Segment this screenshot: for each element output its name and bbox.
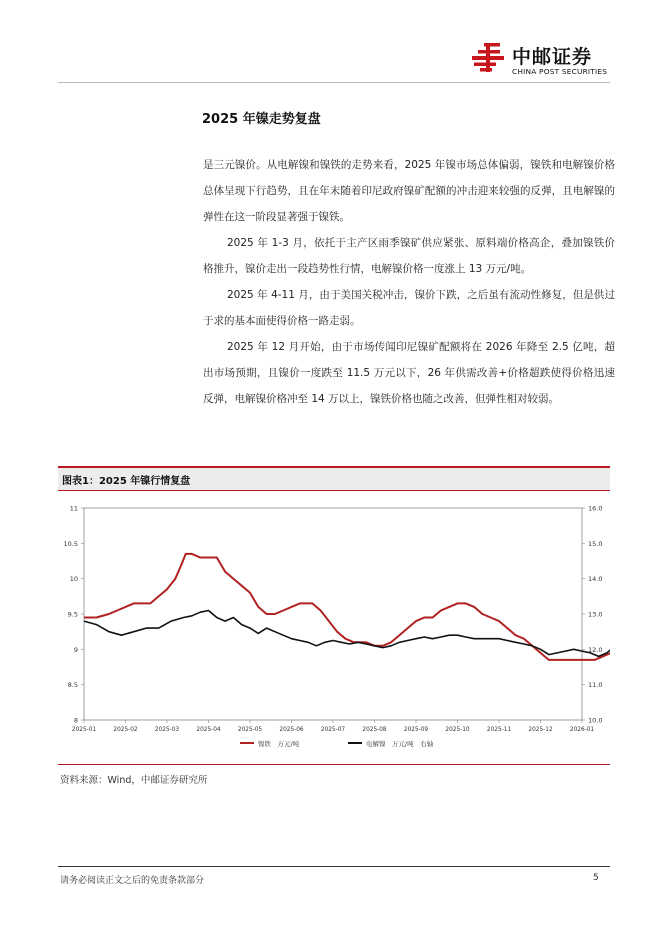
page-number: 5 <box>593 873 599 883</box>
legend-label: 镍铁 万元/吨 <box>258 740 300 748</box>
x-tick-label: 2025-09 <box>403 727 429 733</box>
y-left-tick-label: 10.5 <box>63 539 78 548</box>
paragraph-q1: 2025 年 1-3 月，依托于主产区雨季镍矿供应紧张、原料端价格高企，叠加镍铁价格推升，镍价走出一段趋势性行情，电解镍价格一度涨上 13 万元/吨。 <box>203 237 615 275</box>
y-right-tick-label: 12.0 <box>588 645 603 654</box>
y-left-tick-label: 10 <box>69 575 78 584</box>
figure-source: 资料来源：Wind，中邮证券研究所 <box>60 775 208 786</box>
company-logo <box>470 40 630 80</box>
footer-divider <box>58 866 610 867</box>
x-tick-label: 2025-02 <box>113 727 138 733</box>
x-tick-label: 2025-10 <box>445 727 470 733</box>
source-divider <box>58 764 610 765</box>
x-tick-label: 2026-01 <box>569 727 595 733</box>
logo-en-text: CHINA POST SECURITIES <box>512 67 608 76</box>
footer-disclaimer: 请务必阅读正文之后的免责条款部分 <box>60 876 205 886</box>
y-right-tick-label: 10.0 <box>588 716 603 725</box>
y-right-tick-label: 16.0 <box>588 504 603 513</box>
x-tick-label: 2025-05 <box>237 727 263 733</box>
paragraph-dec: 2025 年 12 月开始，由于市场传闻印尼镍矿配额将在 2026 年降至 2.5 亿吨，超出市场预期，且镍价一度跌至 11.5 万元以下，26 年供需改善+价格超跌使得价格迅速反弹，电解镍价格冲至 14 万以上，镍铁价格也随之改善，但弹性相对较弱。 <box>203 341 615 405</box>
x-tick-label: 2025-11 <box>486 727 512 733</box>
header-divider <box>58 82 610 83</box>
x-tick-label: 2025-07 <box>320 727 346 733</box>
x-tick-label: 2025-03 <box>154 727 180 733</box>
figure-header <box>58 466 610 491</box>
y-left-tick-label: 9.5 <box>67 610 78 619</box>
legend-label: 电解镍 万元/吨 右轴 <box>366 740 434 748</box>
section-title: 2025 年镍走势复盘 <box>202 112 321 127</box>
figure-title: 图表1：2025 年镍行情复盘 <box>62 476 191 487</box>
x-tick-label: 2025-04 <box>196 727 221 733</box>
x-tick-label: 2025-12 <box>528 727 553 733</box>
china-post-logo-icon <box>470 40 506 76</box>
logo-cn-text: 中邮证券 <box>512 46 593 68</box>
y-right-tick-label: 11.0 <box>588 681 603 690</box>
nickel-price-chart <box>58 496 610 760</box>
y-right-tick-label: 15.0 <box>588 539 603 548</box>
y-left-tick-label: 8 <box>73 716 78 725</box>
y-right-tick-label: 14.0 <box>588 575 603 584</box>
paragraph-apr-nov: 2025 年 4-11 月，由于美国关税冲击，镍价下跌，之后虽有流动性修复，但是供过于求的基本面使得价格一路走弱。 <box>203 289 615 327</box>
paragraph-intro: 是三元镍价。从电解镍和镍铁的走势来看，2025 年镍市场总体偏弱，镍铁和电解镍价格总体呈现下行趋势，且在年末随着印尼政府镍矿配额的冲击迎来较强的反弹，且电解镍的弹性在这一阶段显著强于镍铁。 <box>203 159 615 223</box>
y-left-tick-label: 8.5 <box>67 681 78 690</box>
x-tick-label: 2025-01 <box>71 727 97 733</box>
y-left-tick-label: 9 <box>73 645 78 654</box>
y-right-tick-label: 13.0 <box>588 610 603 619</box>
plot-frame <box>84 508 582 720</box>
x-tick-label: 2025-08 <box>362 727 387 733</box>
y-left-tick-label: 11 <box>69 504 78 513</box>
x-tick-label: 2025-06 <box>279 727 304 733</box>
